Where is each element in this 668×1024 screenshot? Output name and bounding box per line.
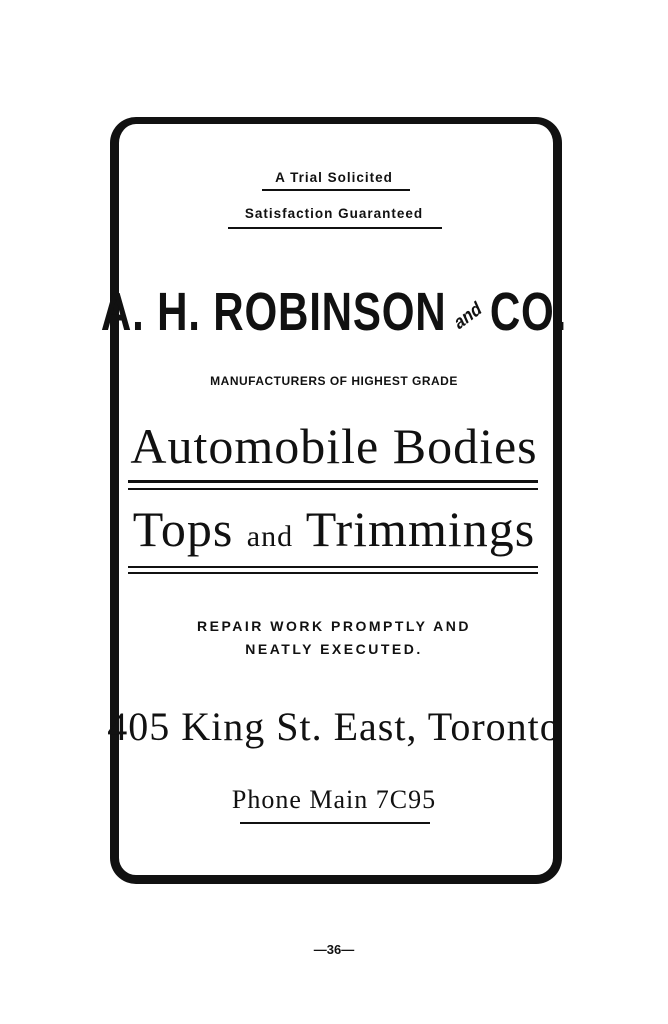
divider-rule-2b [128, 572, 538, 574]
page-number: —36— [313, 942, 355, 957]
repair-line-2: NEATLY EXECUTED. [245, 641, 423, 657]
tagline-trial: A Trial Solicited [275, 170, 393, 185]
tagline-satisfaction: Satisfaction Guaranteed [244, 206, 424, 221]
phone-underline [240, 822, 430, 824]
repair-line-1: REPAIR WORK PROMPTLY AND [197, 618, 471, 634]
product-and: and [246, 520, 294, 553]
product-trimmings: Trimmings [305, 501, 536, 557]
product-automobile-bodies: Automobile Bodies [130, 418, 538, 474]
divider-rule-2a [128, 566, 538, 568]
firm-name-co: CO. [489, 282, 568, 342]
divider-rule-1b [128, 488, 538, 490]
divider-rule-1a [128, 480, 538, 483]
product-tops-trimmings [0, 503, 668, 563]
descriptor-text: MANUFACTURERS OF HIGHEST GRADE [210, 374, 458, 388]
firm-name-and: and [451, 297, 485, 335]
firm-name [73, 282, 594, 343]
firm-name-main: A. H. ROBINSON [100, 282, 447, 342]
tagline-1-underline [262, 189, 410, 191]
tagline-2-underline [228, 227, 442, 229]
phone-text: Phone Main 7C95 [231, 785, 437, 814]
address-text: 405 King St. East, Toronto [107, 704, 561, 749]
product-tops: Tops [132, 501, 234, 557]
